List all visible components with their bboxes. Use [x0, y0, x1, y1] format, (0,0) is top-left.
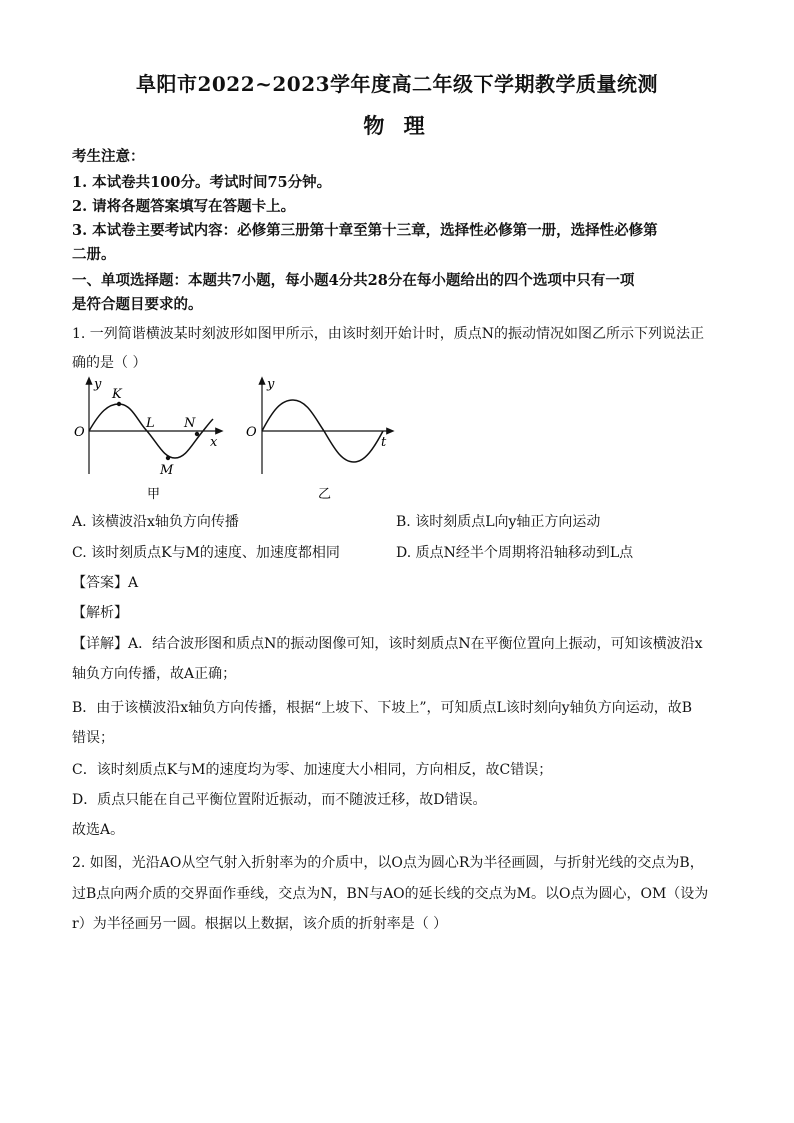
q1-stem-line2: 确的是（ ） — [72, 355, 147, 371]
q1-detail-line4: 错误； — [72, 730, 114, 746]
q1-option-d: D. 质点N经半个周期将沿轴移动到L点 — [396, 545, 634, 561]
caption-jia: 甲 — [147, 487, 161, 502]
label-l: L — [146, 416, 155, 431]
label-y: y — [94, 377, 102, 392]
section-heading-line1: 一、单项选择题：本题共7小题，每小题4分共28分在每小题给出的四个选项中只有一项 — [72, 272, 635, 289]
q1-detail-line2: 轴负方向传播，故A正确； — [72, 666, 237, 682]
q2-stem-line1: 2. 如图，光沿AO从空气射入折射率为的介质中，以O点为圆心R为半径画圆，与折射光线的交点为B， — [72, 855, 704, 871]
caption-yi: 乙 — [318, 487, 332, 502]
label-m: M — [160, 463, 174, 478]
subject-title: 物 理 — [363, 113, 431, 138]
q1-option-a: A. 该横波沿x轴负方向传播 — [72, 514, 239, 530]
notice-heading: 考生注意： — [72, 148, 145, 165]
q1-answer: 【答案】A — [72, 575, 139, 591]
notice-item-1: 1. 本试卷共100分。考试时间75分钟。 — [72, 174, 332, 191]
q1-stem-line1: 1. 一列简谐横波某时刻波形如图甲所示，由该时刻开始计时，质点N的振动情况如图乙所示下列说法正 — [72, 326, 705, 342]
q1-detail-line1: 【详解】A．结合波形图和质点N的振动图像可知，该时刻质点N在平衡位置向上振动，可知该横波沿x — [72, 636, 703, 652]
figure-vibration-yi — [243, 372, 403, 507]
q1-analysis: 【解析】 — [72, 605, 128, 621]
point-k — [117, 402, 121, 406]
notice-item-3: 3. 本试卷主要考试内容：必修第三册第十章至第十三章，选择性必修第一册，选择性必修第 — [72, 222, 658, 239]
figure-wave-jia — [70, 372, 230, 507]
q1-option-b: B. 该时刻质点L向y轴正方向运动 — [396, 514, 601, 530]
q2-stem-line3: r）为半径画另一圆。根据以上数据，该介质的折射率是（ ） — [72, 916, 448, 932]
section-heading-line2: 是符合题目要求的。 — [72, 296, 203, 313]
point-n — [195, 432, 199, 436]
q1-detail-line5: C．该时刻质点K与M的速度均为零、加速度大小相同，方向相反，故C错误； — [72, 762, 553, 778]
q1-detail-line6: D．质点只能在自己平衡位置附近振动，而不随波迁移，故D错误。 — [72, 792, 487, 808]
point-m — [166, 456, 170, 460]
notice-item-3-cont: 二册。 — [72, 246, 116, 263]
label-x: x — [210, 435, 218, 450]
label-o: O — [246, 425, 257, 440]
label-k: K — [112, 387, 122, 402]
exam-title: 阜阳市2022~2023学年度高二年级下学期教学质量统测 — [135, 72, 659, 96]
q1-option-c: C. 该时刻质点K与M的速度、加速度都相同 — [72, 545, 340, 561]
notice-item-2: 2. 请将各题答案填写在答题卡上。 — [72, 198, 296, 215]
label-n: N — [184, 416, 196, 431]
label-t: t — [381, 435, 387, 450]
q1-detail-line3: B．由于该横波沿x轴负方向传播，根据“上坡下、下坡上”，可知质点L该时刻向y轴负方向运动，故B — [72, 700, 692, 716]
label-y: y — [267, 377, 275, 392]
q2-stem-line2: 过B点向两介质的交界面作垂线，交点为N，BN与AO的延长线的交点为M。以O点为圆心，OM（设为 — [72, 886, 709, 902]
label-o: O — [74, 425, 85, 440]
q1-detail-line7: 故选A。 — [72, 822, 125, 838]
